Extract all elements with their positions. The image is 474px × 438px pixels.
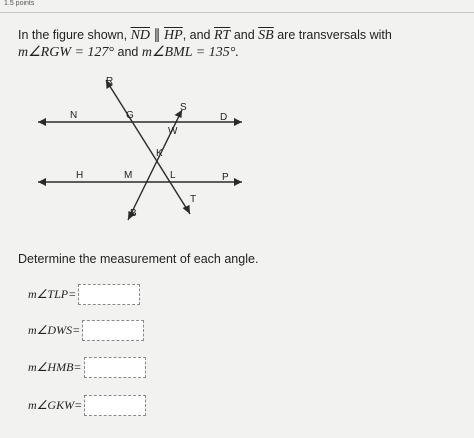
label-t: T (190, 194, 197, 205)
label-l: L (170, 170, 176, 181)
answer-row-tlp (28, 282, 140, 306)
segment-hp: $\overline{HP}$ (164, 28, 183, 43)
label-k: K (156, 148, 163, 159)
answer-input-hmb[interactable] (84, 357, 146, 378)
label-p: P (222, 172, 229, 183)
answer-input-dws[interactable] (82, 320, 144, 341)
label-n: N (70, 110, 78, 121)
equals-sign: = (74, 397, 83, 412)
and-text-3: and (117, 45, 139, 59)
answer-row-hmb (28, 355, 146, 379)
arrow-h (38, 178, 46, 186)
equals-sign: = (72, 322, 81, 337)
answer-label: m∠DWS (28, 322, 73, 337)
answer-input-tlp[interactable] (78, 284, 140, 305)
label-d: D (220, 112, 228, 123)
points-label: 1.5 points (4, 0, 35, 7)
label-g: G (126, 110, 134, 121)
label-m: M (124, 170, 133, 181)
label-s: S (180, 102, 187, 113)
answer-input-gkw[interactable] (84, 395, 146, 416)
arrow-t (183, 205, 191, 214)
arrow-p (234, 178, 242, 186)
equals-sign: = (68, 286, 77, 301)
and-text-2: and (233, 28, 255, 42)
tail-text: are transversals with (277, 28, 392, 42)
segment-sb: $\overline{SB}$ (258, 28, 274, 43)
arrow-d (234, 118, 242, 126)
instruction-text: Determine the measurement of each angle. (18, 252, 259, 266)
given-angle-rgw: m∠RGW = 127° (18, 45, 115, 60)
label-b: B (130, 208, 137, 219)
label-w: W (168, 126, 178, 137)
and-text-1: , and (182, 28, 211, 42)
label-h: H (76, 170, 84, 181)
top-bar (0, 0, 474, 13)
answer-label: m∠TLP (28, 286, 69, 301)
answer-row-gkw (28, 393, 146, 417)
segment-nd: $\overline{ND}$ (130, 28, 151, 43)
transversal-rt (106, 80, 190, 214)
label-r: R (106, 76, 114, 87)
equals-sign: = (73, 359, 82, 374)
geometry-figure (34, 70, 274, 230)
answer-row-dws (28, 318, 144, 342)
parallel-symbol: ∥ (153, 28, 161, 43)
segment-rt: $\overline{RT}$ (213, 28, 231, 43)
given-angle-bml: m∠BML = 135°. (141, 45, 239, 60)
answer-label: m∠GKW (28, 397, 75, 412)
arrow-n (38, 118, 46, 126)
problem-statement (18, 27, 468, 61)
answer-label: m∠HMB (28, 359, 74, 374)
intro-text: In the figure shown, (18, 28, 128, 42)
